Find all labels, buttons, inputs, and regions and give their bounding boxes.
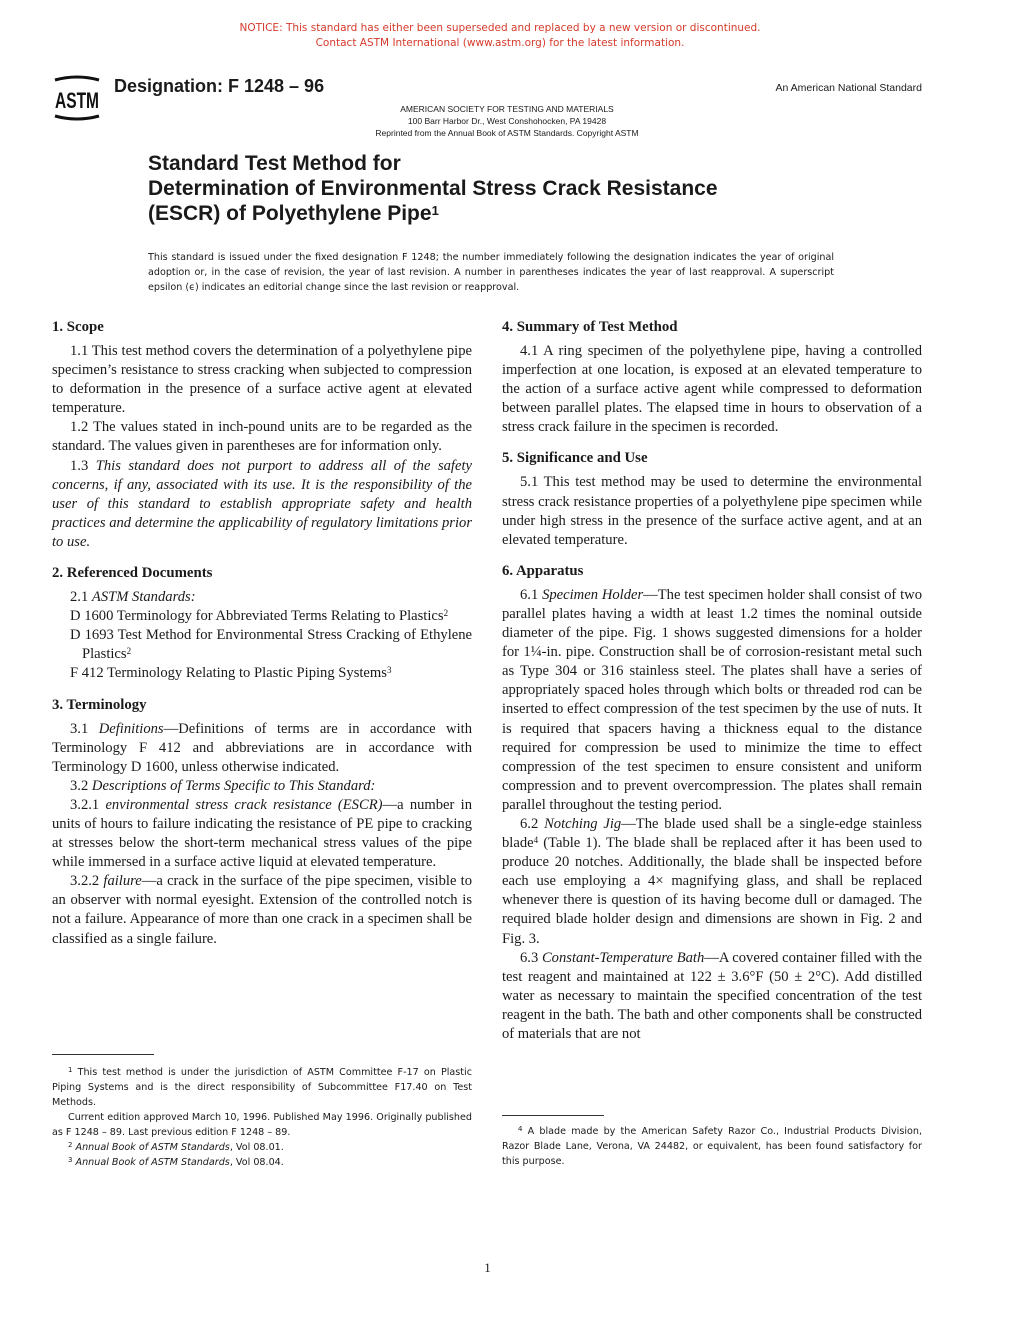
reference-d1600 — [52, 607, 472, 626]
section-significance — [502, 449, 922, 549]
footnote-ref: 4 — [533, 835, 539, 846]
reprint-note: Reprinted from the Annual Book of ASTM Standards. Copyright ASTM — [375, 128, 639, 138]
society-block — [300, 103, 714, 139]
footnote-volume: , Vol 08.01. — [229, 1142, 284, 1153]
title-line-3 — [148, 201, 718, 226]
right-column — [502, 318, 922, 1056]
national-standard-label: An American National Standard — [775, 82, 922, 94]
para-number: 1.3 — [70, 457, 89, 474]
section-heading: 4. Summary of Test Method — [502, 319, 678, 335]
footnote-3 — [52, 1155, 472, 1170]
para-label: Definitions — [98, 720, 164, 737]
term: failure — [103, 873, 142, 890]
footnote-4 — [502, 1124, 922, 1169]
para-text: —The test specimen holder shall consist of two parallel plates having a width at least 1.2 times the nominal outside diameter of the pipe. Fig. 1 shows suggested dimensions for a holder for 1¼-in. pipe. Construction shall be of corrosion-resistant metal such as Type 304 or 316 stainless steel. The plates shall have a series of appropriately spaced holes through which bolts or threaded rod can be inserted to effect compression of the test specimen by the use of nuts. It is required that spacers having a thickness equal to the distance required for compression be used to minimize the time to effect compression of the test specimen to ensure consistent and uniform compression and to prevent overcompression. The plates shall remain parallel throughout the testing period. — [502, 586, 922, 813]
footnote-mark: 3 — [68, 1156, 73, 1164]
para-number: 3.2.1 — [70, 796, 100, 813]
footnote-2 — [52, 1140, 472, 1155]
reference-text: F 412 Terminology Relating to Plastic Piping Systems — [70, 665, 387, 682]
para-label: Descriptions of Terms Specific to This Standard: — [91, 777, 376, 794]
definition: —a crack in the surface of the pipe specimen, visible to an observer with normal eyesight. Extension of the controlled notch is not a failure. Appearance of more than one crack in a specimen shall be classified as a single failure. — [52, 873, 472, 947]
term: environmental stress crack resistance (ESCR) — [105, 796, 383, 813]
paragraph — [502, 815, 922, 949]
section-heading: 2. Referenced Documents — [52, 565, 213, 582]
para-number: 6.1 — [520, 586, 539, 603]
para-label: Specimen Holder — [542, 586, 644, 603]
astm-logo — [52, 76, 102, 120]
title-line-2: Determination of Environmental Stress Crack Resistance — [148, 177, 718, 200]
paragraph — [52, 777, 472, 796]
title-footnote-mark: 1 — [431, 203, 439, 218]
footnote-ref: 3 — [386, 665, 392, 676]
definition: —a number in units of hours to failure indicating the resistance of PE pipe to cracking at stresses below the short-term mechanical stress values of the pipe while immersed in a surface active liquid at elevated temperature. — [52, 796, 472, 871]
footnote-source: Annual Book of ASTM Standards — [75, 1142, 230, 1153]
designation: Designation: F 1248 – 96 — [114, 76, 325, 96]
para-text: (Table 1). The blade shall be replaced after it has been used to produce 20 notches. Additionally, the blade shall be inspected before each use employing a 4× magnifying glass, and shall be replaced whenever there is question of its having become dull or damaged. The required blade holder design and dimensions are shown in Fig. 2 and Fig. 3. — [502, 835, 922, 947]
footnote-source: Annual Book of ASTM Standards — [75, 1157, 230, 1168]
reference-text: D 1600 Terminology for Abbreviated Terms Relating to Plastics — [70, 608, 444, 625]
left-column — [52, 318, 472, 961]
reference-f412 — [52, 664, 472, 683]
footnote-text: This test method is under the jurisdiction of ASTM Committee F-17 on Plastic Piping Systems and is the direct responsibility of Subcommittee F17.40 on Test Methods. — [52, 1067, 472, 1108]
paragraph — [52, 457, 472, 552]
notice-line-2: Contact ASTM International (www.astm.org) for the latest information. — [315, 37, 685, 49]
section-heading: 5. Significance and Use — [502, 450, 648, 467]
footnote-1 — [52, 1065, 472, 1110]
footnote-volume: , Vol 08.04. — [229, 1157, 284, 1168]
section-referenced-documents — [52, 564, 472, 683]
para-number: 3.2.2 — [70, 873, 100, 890]
section-heading: 1. Scope — [52, 319, 104, 335]
society-name: AMERICAN SOCIETY FOR TESTING AND MATERIALS — [400, 104, 614, 114]
para-number: 3.1 — [70, 720, 89, 737]
society-address: 100 Barr Harbor Dr., West Conshohocken, PA 19428 — [407, 116, 607, 126]
safety-caveat: This standard does not purport to address all of the safety concerns, if any, associated with its use. It is the responsibility of the user of this standard to establish appropriate safety and health practices and determine the applicability of regulatory limitations prior to use. — [52, 457, 472, 550]
reference-text: D 1693 Test Method for Environmental Stress Cracking of Ethylene Plastics — [70, 627, 472, 663]
title-line-1: Standard Test Method for — [148, 152, 401, 175]
issued-note: This standard is issued under the fixed designation F 1248; the number immediately following the designation indicates the year of original adoption or, in the case of revision, the year of last revision. A number in parentheses indicates the year of last reapproval. A superscript epsilon (ϵ) indicates an editorial change since the last revision or reapproval. — [148, 252, 834, 293]
para-label: ASTM Standards: — [91, 589, 196, 606]
footnotes-right — [502, 1124, 922, 1169]
section-heading: 3. Terminology — [52, 696, 147, 713]
paragraph: 4.1 A ring specimen of the polyethylene pipe, having a controlled imperfection at one location, is exposed at an elevated temperature to the action of a surface active agent while compressed to deformation between parallel plates. The elapsed time in hours to observation of a stress crack failure in the specimen is recorded. — [502, 343, 922, 436]
footnote-ref: 2 — [126, 646, 132, 657]
reference-d1693 — [52, 626, 472, 664]
para-number: 6.2 — [520, 815, 539, 832]
para-number: 3.2 — [70, 777, 89, 794]
para-text: —Definitions of terms are in accordance with Terminology F 412 and abbreviations are in accordance with Terminology D 1600, unless otherwise indicated. — [52, 720, 472, 775]
paragraph — [52, 796, 472, 872]
logo-text: ASTM — [55, 88, 99, 113]
paragraph — [52, 588, 472, 607]
paragraph — [52, 872, 472, 948]
footnote-rule-left — [52, 1054, 154, 1055]
supersede-notice — [0, 21, 1000, 51]
para-text: —The blade used shall be a single-edge stainless blade — [502, 815, 922, 852]
para-text: —A covered container filled with the test reagent and maintained at 122 ± 3.6°F (50 ± 2°C). Add distilled water as necessary to maintain the specified concentration of the test reagent in the bath. The bath and other components shall be constructed of materials that are not — [502, 949, 923, 1042]
section-apparatus — [502, 562, 922, 1044]
page-number: 1 — [484, 1260, 491, 1275]
paragraph — [502, 949, 922, 1044]
footnote-ref: 2 — [443, 608, 449, 619]
title-line-3-text: (ESCR) of Polyethylene Pipe — [148, 202, 432, 225]
notice-line-1: NOTICE: This standard has either been superseded and replaced by a new version or discontinued. — [239, 22, 761, 34]
paragraph: 1.1 This test method covers the determination of a polyethylene pipe specimen’s resistance to stress cracking when subjected to compression to deformation in the presence of a surface active agent at elevated temperature. — [52, 343, 472, 417]
footnotes-left — [52, 1065, 472, 1170]
para-label: Constant-Temperature Bath — [541, 949, 705, 966]
paragraph — [502, 586, 922, 815]
footnote-mark: 1 — [68, 1066, 73, 1074]
section-heading: 6. Apparatus — [502, 562, 584, 579]
paragraph — [52, 720, 472, 777]
footnote-mark: 4 — [518, 1125, 523, 1133]
footnote-mark: 2 — [68, 1141, 73, 1149]
document-title — [148, 151, 718, 226]
para-number: 6.3 — [520, 949, 539, 966]
section-scope — [52, 318, 472, 552]
footnote-rule-right — [502, 1115, 604, 1116]
para-number: 2.1 — [70, 589, 89, 606]
paragraph: 1.2 The values stated in inch-pound units are to be regarded as the standard. The values given in parentheses are for information only. — [52, 419, 472, 455]
footnote-text: A blade made by the American Safety Razor Co., Industrial Products Division, Razor Blade Lane, Verona, VA 24482, or equivalent, has been found satisfactory for this purpose. — [502, 1126, 922, 1167]
footnote-1b: Current edition approved March 10, 1996. Published May 1996. Originally published as F 1248 – 89. Last previous edition F 1248 – 89. — [52, 1112, 472, 1138]
section-summary — [502, 318, 922, 437]
section-terminology — [52, 696, 472, 949]
paragraph: 5.1 This test method may be used to determine the environmental stress crack resistance properties of a polyethylene pipe specimen while under high stress in the presence of the surface active agent, and at an elevated temperature. — [502, 474, 922, 548]
para-label: Notching Jig — [544, 815, 622, 832]
